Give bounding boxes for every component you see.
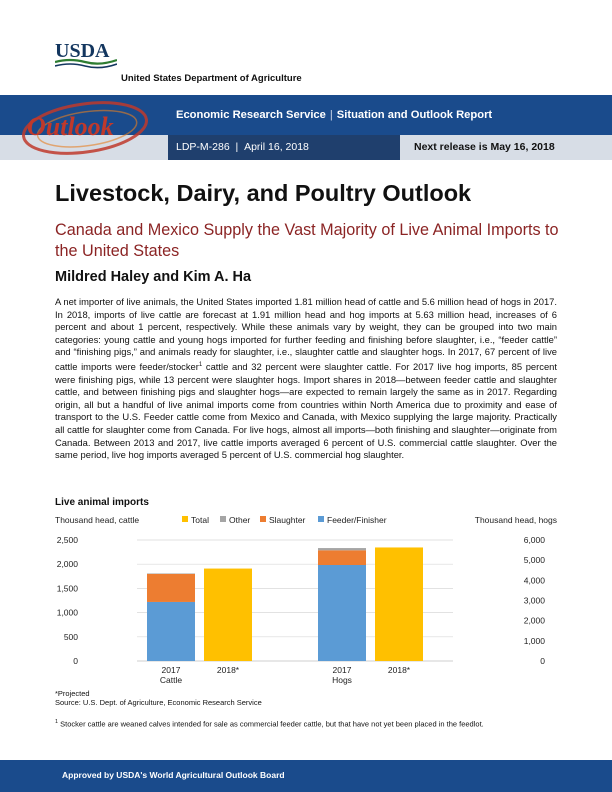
body-paragraph — [55, 296, 557, 462]
footnote — [55, 719, 565, 729]
left-tick-label: 2,500 — [56, 535, 78, 545]
right-tick-label: 3,000 — [523, 595, 545, 606]
legend-label-other: Other — [229, 515, 251, 525]
bar-hogs-2017-feeder — [318, 565, 366, 661]
footer-text: Approved by USDA's World Agricultural Outlook Board — [62, 770, 285, 780]
legend-swatch-slaughter — [260, 516, 266, 522]
body-text-part2: cattle and 32 percent were slaughter cattle. For 2017 live hog imports, 85 percent were finishing pigs, while 13 percent were slaughter hogs. Import shares in 2018—between feeder cattle and slaughter cattle, and between finishing pigs and slaughter hogs—are expected to remain largely the same as in 2017. Regarding origin, all but a handful of live animal imports come from countries within North America due to proximity and ease of transport to the U.S. Feeder cattle come from Mexico and Canada, with Mexico supplying the large majority. Practically all cattle for slaughter come from Canada. For live hogs, almost all imports—both finishing and slaughter—originate from Canada. Between 2013 and 2017, live cattle imports averaged 6 percent of U.S. commercial cattle slaughter. Over the same period, live hog imports averaged 5 percent of U.S. commercial hog slaughter. — [55, 361, 557, 461]
left-tick-label: 2,000 — [56, 559, 78, 570]
header-service-line: Economic Research Service | Situation and Outlook Report — [176, 109, 493, 121]
report-date: April 16, 2018 — [244, 141, 309, 153]
next-release: Next release is May 16, 2018 — [414, 141, 555, 153]
legend-swatch-feeder-finisher — [318, 516, 324, 522]
authors: Mildred Haley and Kim A. Ha — [55, 269, 252, 285]
x-tick-label: 2018* — [216, 665, 240, 675]
legend-label-feeder-finisher: Feeder/Finisher — [327, 515, 387, 525]
outlook-badge-text: Outlook — [27, 112, 114, 141]
bar-hogs-2017-slaughter — [318, 550, 366, 565]
bar-hogs-2018-total — [375, 547, 423, 661]
x-group-label-hogs: Hogs — [332, 675, 352, 685]
bar-cattle-2017-feeder — [147, 602, 195, 661]
legend-label-total: Total — [191, 515, 209, 525]
report-id-line: LDP-M-286 | April 16, 2018 — [176, 141, 309, 153]
legend-swatch-total — [182, 516, 188, 522]
right-tick-label: 4,000 — [523, 575, 545, 586]
left-axis-title: Thousand head, cattle — [55, 515, 140, 525]
usda-logo — [55, 40, 117, 72]
footnote-number: 1 — [55, 719, 59, 725]
projected-note: *Projected — [55, 689, 90, 698]
report-id: LDP-M-286 — [176, 141, 230, 153]
bar-cattle-2017-slaughter — [147, 574, 195, 602]
outlook-badge — [15, 96, 165, 160]
left-tick-label: 500 — [63, 631, 78, 642]
right-tick-label: 0 — [540, 656, 545, 666]
right-axis-title: Thousand head, hogs — [474, 515, 557, 525]
right-tick-label: 1,000 — [523, 635, 545, 646]
left-tick-label: 1,500 — [56, 583, 78, 594]
x-tick-label: 2017 — [161, 665, 181, 675]
legend-label-slaughter: Slaughter — [269, 515, 306, 525]
x-group-label-cattle: Cattle — [159, 675, 183, 685]
left-tick-label: 1,000 — [56, 607, 78, 618]
footnote-text: Stocker cattle are weaned calves intended for sale as commercial feeder cattle, but that have not yet been placed in the feedlot. — [58, 719, 484, 729]
usda-logo-text: USDA — [55, 40, 110, 62]
body-text-part1: A net importer of live animals, the United States imported 1.81 million head of cattle and 5.6 million head of hogs in 2017. In 2018, imports of live cattle are forecast at 1.91 million head and hog imports at 5.63 million head, increases of 6 percent and about 1 percent, respectively. While these animals vary by weight, they can be grouped into two main categories: young cattle and young hogs imported for further feeding and finishing before slaughter, i.e., “feeder cattle” and “finishing pigs,” and animals ready for slaughter, i.e., slaughter cattle and slaughter hogs. In 2017, 67 percent of live cattle imports were feeder/stocker — [55, 296, 557, 373]
left-tick-label: 0 — [73, 656, 78, 666]
legend-swatch-other — [220, 516, 226, 522]
live-animal-imports-chart — [0, 508, 612, 688]
chart-source: Source: U.S. Dept. of Agriculture, Economic Research Service — [55, 698, 262, 707]
report-type: Situation and Outlook Report — [336, 109, 493, 121]
right-tick-label: 5,000 — [523, 555, 545, 566]
x-tick-label: 2017 — [332, 665, 352, 675]
chart-title: Live animal imports — [55, 497, 149, 508]
department-name: United States Department of Agriculture — [121, 73, 302, 84]
bar-cattle-2018-total — [204, 569, 252, 661]
bar-hogs-2017-other — [318, 548, 366, 550]
page-title: Livestock, Dairy, and Poultry Outlook — [55, 180, 472, 206]
page-subtitle: Canada and Mexico Supply the Vast Majority of Live Animal Imports to the United States — [55, 221, 559, 260]
right-tick-label: 2,000 — [523, 615, 545, 626]
right-tick-label: 6,000 — [523, 535, 545, 545]
footnote-ref[interactable]: 1 — [198, 361, 203, 368]
x-tick-label: 2018* — [387, 665, 411, 675]
service-name: Economic Research Service — [176, 109, 326, 121]
